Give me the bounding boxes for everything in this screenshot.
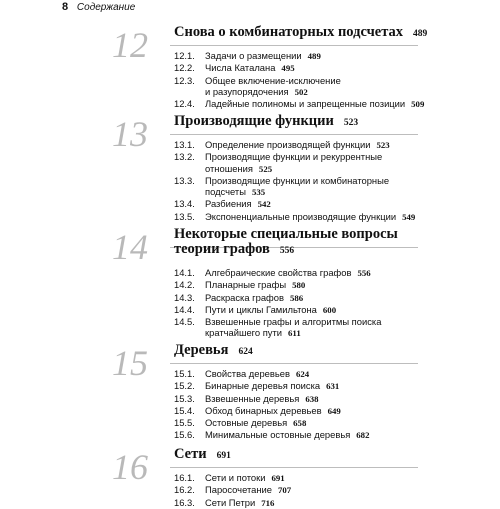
section-page-number: 523 [376,140,390,150]
section-title [205,417,454,429]
page-number: 8 [62,1,69,13]
section-entry[interactable] [174,139,454,151]
section-title [205,472,454,484]
section-list [174,368,454,442]
chapter-title-line: Некоторые специальные вопросы [174,226,398,242]
section-title [205,484,454,496]
section-entry[interactable] [174,472,454,484]
chapter-title[interactable] [174,227,434,259]
section-title-line: Общее включение-исключение [205,74,341,86]
section-title [205,139,454,151]
section-page-number: 611 [288,328,301,339]
section-number: 13.2. [174,151,195,163]
section-title-line: Экспоненциальные производящие функции [205,210,397,222]
section-title-line: Остовные деревья [205,417,288,429]
section-title [205,429,454,441]
section-page-number: 549 [402,211,416,222]
section-number: 13.3. [174,174,195,186]
section-number: 15.4. [174,404,195,416]
section-title-line: Взвешенные деревья [205,392,300,404]
section-number: 12.3. [174,74,195,86]
section-title-line: Производящие функции и комбинаторные [205,174,390,186]
section-entry[interactable] [174,292,454,304]
section-page-number: 707 [278,485,292,496]
section-title [205,405,454,417]
section-title-line: Сети и потоки [205,472,266,483]
chapter-page-number: 556 [279,246,295,256]
chapter-title[interactable] [174,447,434,464]
section-entry[interactable] [174,484,454,496]
chapter-rule [170,134,418,135]
section-title [205,175,454,199]
section-title [205,497,454,509]
section-title-line: Производящие функции и рекуррентные [205,151,383,163]
section-entry[interactable] [174,151,454,175]
chapter-title[interactable] [174,114,434,131]
section-title-line: Задачи о размещении [205,50,302,61]
section-page-number: 716 [261,497,275,508]
section-title [205,62,454,74]
chapter-title[interactable] [174,25,434,42]
section-entry[interactable] [174,279,454,291]
running-head-title: Содержание [76,2,136,13]
section-title [205,279,454,291]
section-page-number: 631 [326,381,340,392]
section-entry[interactable] [174,75,454,99]
section-title [205,50,454,62]
section-number: 12.2. [174,62,195,74]
section-title-line: Раскраска графов [205,291,284,303]
chapter-number: 12 [112,25,148,65]
running-head [62,1,135,13]
section-title-line: Бинарные деревья поиска [205,380,321,392]
chapter-number: 16 [112,447,148,487]
section-title-line: Сети Петри [205,496,256,508]
section-title [205,267,454,279]
section-page-number: 542 [257,199,271,210]
section-title [205,211,454,223]
chapter-page-number: 489 [413,29,428,39]
section-title-line: Свойства деревьев [205,368,290,379]
section-title [205,75,454,99]
section-entry[interactable] [174,267,454,279]
section-number: 13.5. [174,210,195,222]
chapter-title-line: теории графов [174,241,270,257]
section-page-number: 580 [292,280,306,291]
section-page-number: 649 [327,405,341,416]
section-title-line: Взвешенные графы и алгоритмы поиска [205,316,382,328]
chapter-number: 14 [112,227,148,267]
section-title-line: Минимальные остовные деревья [205,429,351,441]
chapter-rule [170,363,418,364]
section-entry[interactable] [174,198,454,210]
section-number: 14.5. [174,316,195,328]
section-page-number: 624 [295,369,310,379]
section-title [205,393,454,405]
section-title [205,304,454,316]
section-title-line: Пути и циклы Гамильтона [205,303,317,315]
chapter-page-number: 691 [216,451,231,461]
chapter-title-line: Деревья [174,342,229,358]
section-entry[interactable] [174,368,454,380]
section-page-number: 658 [293,418,307,429]
section-title-line: Обход бинарных деревьев [205,404,322,416]
section-entry[interactable] [174,211,454,223]
section-number: 16.2. [174,484,195,496]
chapter-number: 15 [112,343,148,383]
chapter-title-line: Снова о комбинаторных подсчетах [174,24,404,40]
section-number: 15.3. [174,392,195,404]
section-title [205,368,454,380]
section-title [205,380,454,392]
section-title-line: Разбиения [205,198,252,210]
section-title-line: Числа Каталана [205,62,276,74]
chapter-title-line: Сети [174,446,207,462]
section-entry[interactable] [174,393,454,405]
section-number: 15.6. [174,429,195,441]
section-title [205,98,454,110]
chapter-title[interactable] [174,343,434,360]
section-page-number: 586 [289,292,304,303]
section-number: 15.1. [174,368,195,379]
section-entry[interactable] [174,175,454,199]
section-list [174,139,454,223]
chapter-number: 13 [112,114,148,154]
chapter-rule [170,467,418,468]
section-page-number: 638 [305,393,319,404]
section-page-number: 691 [271,473,285,483]
section-page-number: 502 [294,86,308,97]
section-title [205,292,454,304]
section-title-line: Определение производящей функции [205,139,371,150]
section-page-number: 489 [307,51,321,61]
chapter-title-line: Производящие функции [174,113,334,129]
section-number: 14.2. [174,279,195,291]
section-entry[interactable] [174,50,454,62]
section-title-line: Планарные графы [205,279,287,291]
section-title-line: Паросочетание [205,484,272,496]
section-number: 14.4. [174,303,195,315]
chapter-rule [170,45,418,46]
section-title-line: подсчеты [205,186,246,198]
section-title [205,316,454,340]
section-title-line: отношения [205,162,253,174]
chapter-page-number: 523 [343,118,359,128]
section-entry[interactable] [174,429,454,441]
section-title [205,151,454,175]
section-number: 16.3. [174,496,195,508]
section-list [174,267,454,340]
chapter-page-number: 624 [238,347,253,357]
section-number: 14.1. [174,267,195,278]
section-entry[interactable] [174,98,454,110]
section-number: 13.4. [174,198,195,210]
section-number: 15.5. [174,417,195,429]
section-entry[interactable] [174,417,454,429]
section-page-number: 509 [411,99,425,110]
section-entry[interactable] [174,497,454,509]
section-number: 12.1. [174,50,195,61]
section-page-number: 495 [281,63,295,74]
section-entry[interactable] [174,316,454,340]
section-entry[interactable] [174,62,454,74]
section-title-line: Алгебраические свойства графов [205,267,352,278]
section-number: 13.1. [174,139,195,150]
section-page-number: 556 [357,268,371,278]
section-number: 16.1. [174,472,195,483]
section-entry[interactable] [174,405,454,417]
section-number: 14.3. [174,291,195,303]
section-list [174,50,454,110]
section-page-number: 535 [251,187,266,198]
section-page-number: 682 [356,430,370,441]
section-entry[interactable] [174,304,454,316]
section-list [174,472,454,509]
section-page-number: 525 [258,163,273,174]
section-title-line: и разупорядочения [205,85,289,97]
section-title-line: Ладейные полиномы и запрещенные позиции [205,98,406,110]
section-title-line: кратчайшего пути [205,327,283,339]
section-title [205,198,454,210]
section-entry[interactable] [174,380,454,392]
section-number: 12.4. [174,98,195,110]
section-number: 15.2. [174,380,195,392]
section-page-number: 600 [322,304,337,315]
